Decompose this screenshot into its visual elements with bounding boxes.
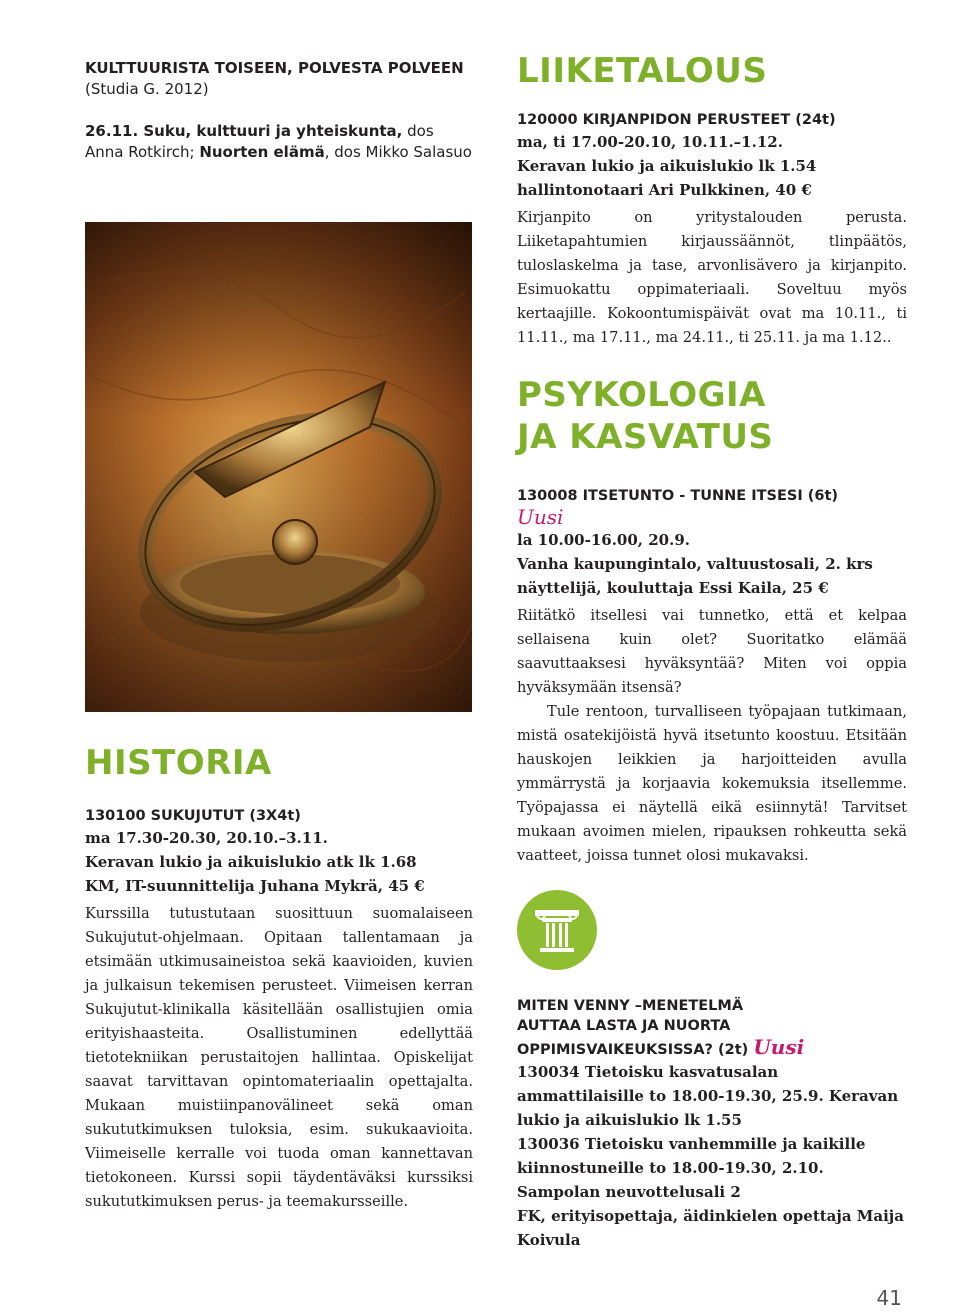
lecture-date-bold2: Nuorten elämä bbox=[199, 143, 325, 161]
course1-teacher: hallintonotaari Ari Pulkkinen, 40 € bbox=[517, 181, 812, 199]
new-label-2: Uusi bbox=[753, 1035, 805, 1059]
course2-time: la 10.00-16.00, 20.9. bbox=[517, 531, 691, 549]
course1-place: Keravan lukio ja aikuislukio lk 1.54 bbox=[517, 157, 817, 175]
course-title-kirjanpito: 120000 KIRJANPIDON PERUSTEET (24t) bbox=[517, 112, 836, 128]
left-column bbox=[85, 58, 475, 163]
course3-session2: 130036 Tietoisku vanhemmille ja kaikille kiinnostuneille to 18.00-19.30, 2.10. Sampolan neuvottelusali 2 bbox=[517, 1135, 866, 1201]
course-time: ma 17.30-20.30, 20.10.–3.11. bbox=[85, 829, 328, 847]
column-icon bbox=[517, 890, 597, 970]
course3-teacher: FK, erityisopettaja, äidinkielen opettaja Maija Koivula bbox=[517, 1207, 904, 1249]
historia-section bbox=[85, 742, 473, 1214]
course3-session1: 130034 Tietoisku kasvatusalan ammattilaisille to 18.00-19.30, 25.9. Keravan lukio ja aikuislukio lk 1.55 bbox=[517, 1063, 899, 1129]
page-number: 41 bbox=[876, 1286, 902, 1310]
course3-title-line3 bbox=[517, 1036, 907, 1060]
course3-title-line3-text: OPPIMISVAIKEUKSISSA? (2t) bbox=[517, 1042, 749, 1058]
course2-description1: Riitätkö itsellesi vai tunnetko, että et kelpaa sellaisena kuin olet? Suoritatko elämää saavuttaaksesi hyväksyntää? Miten voi oppia hyväksymään itsensä? bbox=[517, 607, 907, 696]
course-description: Kurssilla tutustutaan suosittuun suomalaiseen Sukujutut-ohjelmaan. Opitaan tallentamaan ja etsimään utkimusaineistoa sekä kaavioiden, kuvien ja julkaisun tekemisen perusteet. Viimeisen kerran Sukujutut-klinikalla käsitellään osallistujien omia erityishaasteita. Osallistuminen edellyttää tietotekniikan perustaitojen hallintaa. Opiskelijat saavat tarvittavan opintomateriaalin opettajalta. Mukaan muistiinpanovälineet sekä oman sukututkimuksen tuloksia, esim. sukukaavioita. Viimeiselle kerralle voi tuoda oman kannettavan tietokoneen. Kurssi sopii täydentäväksi kurssiksi sukututkimuksen perus- ja teemakursseille. bbox=[85, 905, 473, 1210]
lecture-date-rest2: , dos Mikko Salasuo bbox=[324, 143, 472, 161]
course-title-sukujutut: 130100 SUKUJUTUT (3X4t) bbox=[85, 808, 301, 824]
lecture-date-bold: 26.11. Suku, kulttuuri ja yhteiskunta, bbox=[85, 122, 403, 140]
course3-title-line1: MITEN VENNY –MENETELMÄ bbox=[517, 998, 744, 1014]
course2-place: Vanha kaupungintalo, valtuustosali, 2. krs bbox=[517, 555, 873, 573]
course2-teacher: näyttelijä, kouluttaja Essi Kaila, 25 € bbox=[517, 579, 829, 597]
book-title bbox=[85, 58, 475, 100]
book-title-bold: KULTTUURISTA TOISEEN, POLVESTA POLVEEN bbox=[85, 59, 464, 77]
section-title-psykologia-line1: PSYKOLOGIA bbox=[517, 375, 766, 415]
lecture-date-rest1: dos Anna Rotkirch; bbox=[85, 122, 434, 161]
course-place: Keravan lukio ja aikuislukio atk lk 1.68 bbox=[85, 853, 417, 871]
lecture-dates bbox=[85, 121, 475, 163]
section-title-psykologia-line2: JA KASVATUS bbox=[517, 417, 774, 457]
new-label: Uusi bbox=[517, 505, 564, 529]
sundial-photo bbox=[85, 222, 472, 712]
sundial-illustration bbox=[85, 222, 472, 712]
course-title-itsetunto: 130008 ITSETUNTO - TUNNE ITSESI (6t) bbox=[517, 488, 839, 504]
greek-column-icon bbox=[529, 902, 585, 958]
right-column bbox=[517, 50, 907, 1252]
course3-title-line2: AUTTAA LASTA JA NUORTA bbox=[517, 1018, 731, 1034]
course-teacher: KM, IT-suunnittelija Juhana Mykrä, 45 € bbox=[85, 877, 425, 895]
section-title-historia: HISTORIA bbox=[85, 743, 272, 783]
section-title-liiketalous: LIIKETALOUS bbox=[517, 51, 768, 91]
course2-description2: Tule rentoon, turvalliseen työpajaan tutkimaan, mistä osatekijöistä hyvä itsetunto koostuu. Etsitään hauskojen leikkien ja harjoitteiden avulla ymmärrystä ja korjaavia kokemuksia itsellemme. Työpajassa ei näytellä eikä esiinnytä! Tarvitset mukaan avoimen mielen, ripauksen rohkeutta sekä vaatteet, joissa tunnet olosi mukavaksi. bbox=[517, 703, 907, 864]
course1-description: Kirjanpito on yritystalouden perusta. Liiketapahtumien kirjaussäännöt, tlinpäätös, tuloslaskelma ja tase, arvonlisävero ja kirjanpito. Esimuokattu oppimateriaali. Soveltuu myös kertaajille. Kokoontumispäivät ovat ma 10.11., ti 11.11., ma 17.11., ma 24.11., ti 25.11. ja ma 1.12.. bbox=[517, 209, 907, 346]
book-title-note: (Studia G. 2012) bbox=[85, 80, 209, 98]
course1-time: ma, ti 17.00-20.10, 10.11.–1.12. bbox=[517, 133, 783, 151]
